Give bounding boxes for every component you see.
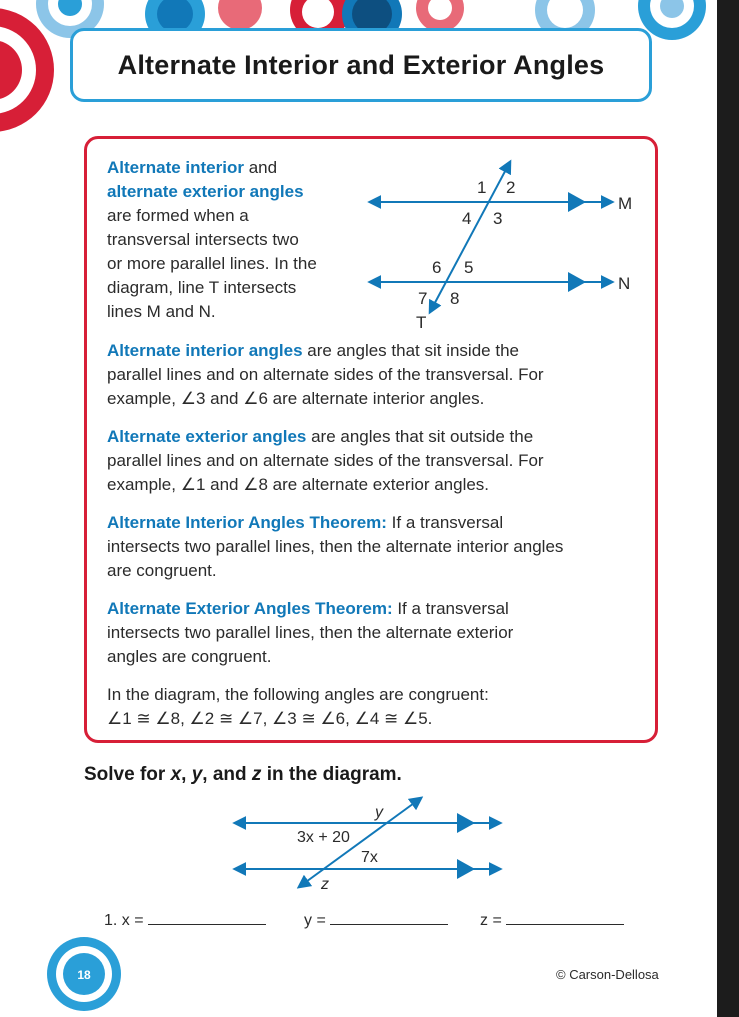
exercise-label-y: y: [375, 804, 383, 821]
intro-line-1: Alternate interior and: [107, 158, 278, 177]
theorem-exterior-line-1: Alternate Exterior Angles Theorem: If a transversal: [107, 599, 509, 618]
label-m: M: [618, 194, 633, 213]
answer-x-blank[interactable]: [148, 908, 266, 925]
definition-interior-line-1: Alternate interior angles are angles that sit inside the: [107, 341, 519, 360]
definition-exterior-line-3: example, ∠1 and ∠8 are alternate exterior angles.: [107, 475, 490, 494]
answer-z-blank[interactable]: [506, 908, 624, 925]
definition-exterior-line-2: parallel lines and on alternate sides of the transversal. For: [107, 451, 544, 470]
term-alternate-exterior-angles: Alternate exterior angles: [107, 427, 307, 446]
intro-line-3: are formed when a: [107, 206, 249, 225]
answer-y: y =: [304, 908, 448, 930]
title-box: [70, 28, 652, 102]
answer-z: z =: [480, 908, 624, 930]
term-interior-theorem: Alternate Interior Angles Theorem:: [107, 513, 387, 532]
transversal-t: [430, 162, 510, 312]
intro-line-6: diagram, line T intersects: [107, 278, 297, 297]
conclusion-line-1: In the diagram, the following angles are congruent:: [107, 685, 489, 704]
intro-line-7: lines M and N.: [107, 302, 216, 321]
theorem-interior-line-3: are congruent.: [107, 561, 217, 580]
parallel-mark-n: [568, 272, 586, 292]
exercise-label-3x-plus-20: 3x + 20: [297, 829, 350, 846]
copyright: © Carson-Dellosa: [556, 967, 659, 982]
page-number: 18: [77, 968, 91, 982]
page-title: Alternate Interior and Exterior Angles: [117, 49, 605, 80]
page-number-badge: [45, 935, 123, 1013]
label-t: T: [416, 313, 427, 332]
intro-line-2: [107, 180, 304, 204]
intro-line-5: or more parallel lines. In the: [107, 254, 317, 273]
page-edge: [717, 0, 739, 1017]
intro-line-4: transversal intersects two: [107, 230, 299, 249]
parallel-lines-diagram: [360, 152, 650, 337]
exercise-diagram: [225, 795, 515, 895]
term-alternate-exterior: alternate exterior angles: [107, 182, 304, 201]
angle-label-4: 4: [462, 209, 472, 228]
definition-interior-line-2: parallel lines and on alternate sides of the transversal. For: [107, 365, 544, 384]
conclusion-line-2: ∠1 ≅ ∠8, ∠2 ≅ ∠7, ∠3 ≅ ∠6, ∠4 ≅ ∠5.: [107, 709, 433, 728]
angle-label-3: 3: [493, 209, 503, 228]
angle-label-1: 1: [477, 178, 487, 197]
term-exterior-theorem: Alternate Exterior Angles Theorem:: [107, 599, 393, 618]
parallel-mark-m: [568, 192, 586, 212]
angle-label-6: 6: [432, 258, 442, 277]
exercise-label-z: z: [321, 876, 329, 893]
angle-label-8: 8: [450, 289, 460, 308]
term-alternate-interior: Alternate interior: [107, 158, 244, 177]
answer-x: 1. x =: [104, 908, 266, 930]
definition-exterior-line-1: Alternate exterior angles are angles that sit outside the: [107, 427, 534, 446]
theorem-interior-line-2: intersects two parallel lines, then the alternate interior angles: [107, 537, 564, 556]
theorem-exterior-line-3: angles are congruent.: [107, 647, 272, 666]
angle-label-7: 7: [418, 289, 428, 308]
angle-label-2: 2: [506, 178, 516, 197]
exercise-parallel-mark-bottom: [457, 859, 475, 879]
label-n: N: [618, 274, 631, 293]
exercise-label-7x: 7x: [361, 849, 378, 866]
answer-y-blank[interactable]: [330, 908, 448, 925]
exercise-prompt: Solve for x, y, and z in the diagram.: [84, 764, 402, 785]
definition-interior-line-3: example, ∠3 and ∠6 are alternate interior angles.: [107, 389, 485, 408]
angle-label-5: 5: [464, 258, 474, 277]
term-alternate-interior-angles: Alternate interior angles: [107, 341, 303, 360]
theorem-interior-line-1: Alternate Interior Angles Theorem: If a transversal: [107, 513, 504, 532]
exercise-parallel-mark-top: [457, 813, 475, 833]
theorem-exterior-line-2: intersects two parallel lines, then the alternate exterior: [107, 623, 514, 642]
